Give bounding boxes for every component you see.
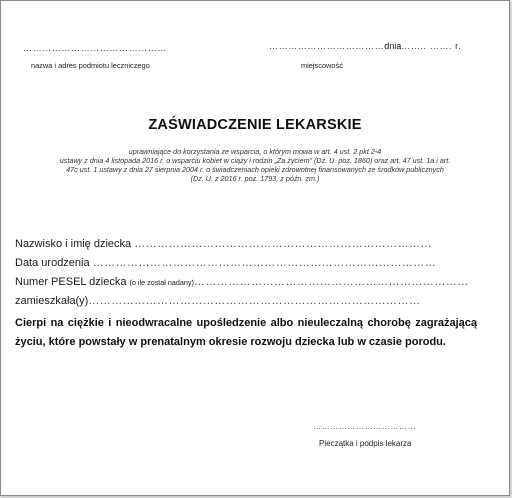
- signature-placeholder: ………………………………: [313, 422, 417, 431]
- legal-basis-line-4: (Dz. U. z 2016 r. poz. 1793, z późn. zm.): [190, 174, 320, 183]
- signature-label: Pieczątka i podpis lekarza: [319, 439, 412, 448]
- address-field: [15, 295, 420, 307]
- pesel-field: [15, 276, 469, 288]
- place-date-line: [269, 41, 461, 51]
- facility-name-label: nazwa i adres podmiotu leczniczego: [31, 61, 150, 70]
- place-placeholder: ………………………………: [269, 41, 385, 51]
- birth-date-dots: ………………………………………………………………………………: [92, 257, 437, 269]
- birth-date-field: [15, 257, 436, 269]
- date-placeholder: …….. ……. r.: [401, 41, 462, 51]
- diagnosis-statement: Cierpi na ciężkie i nieodwracalne upośledzenie albo nieuleczalną chorobę zagrażającą życiu, które powstały w prenatalnym okresie rozwoju dziecka lub w czasie porodu.: [15, 317, 477, 348]
- legal-basis-line-1: uprawniające do korzystania ze wsparcia, o którym mowa w art. 4 ust. 2 pkt 2-4: [128, 147, 382, 156]
- child-name-dots: ……………………………………………………………………: [134, 238, 432, 250]
- facility-name-placeholder: ………………………………………: [23, 43, 167, 53]
- legal-basis-line-2: ustawy z dnia 4 listopada 2016 r. o wsparciu kobiet w ciąży i rodzin „Za życiem” (Dz. U. poz. 1860) oraz art. 47 ust. 1a i art.: [59, 156, 451, 165]
- legal-basis-line-3: 47c ust. 1 ustawy z dnia 27 sierpnia 2004 r. o świadczeniach opieki zdrowotnej finansowanych ze środków publicznych: [66, 165, 444, 174]
- pesel-note: (o ile został nadany): [129, 278, 194, 287]
- child-name-label: Nazwisko i imię dziecka: [15, 238, 132, 250]
- birth-date-label: Data urodzenia: [15, 257, 90, 269]
- address-dots: ……………………………………………………………………………: [88, 295, 421, 307]
- address-label: zamieszkała(y): [15, 295, 89, 307]
- pesel-label: Numer PESEL dziecka: [15, 276, 127, 288]
- document-title: ZAŚWIADCZENIE LEKARSKIE: [148, 117, 362, 133]
- child-name-field: [15, 238, 432, 250]
- pesel-dots: ………………………………………………………………: [193, 276, 469, 288]
- date-word: dnia: [384, 41, 402, 51]
- place-label: miejscowość: [301, 61, 343, 70]
